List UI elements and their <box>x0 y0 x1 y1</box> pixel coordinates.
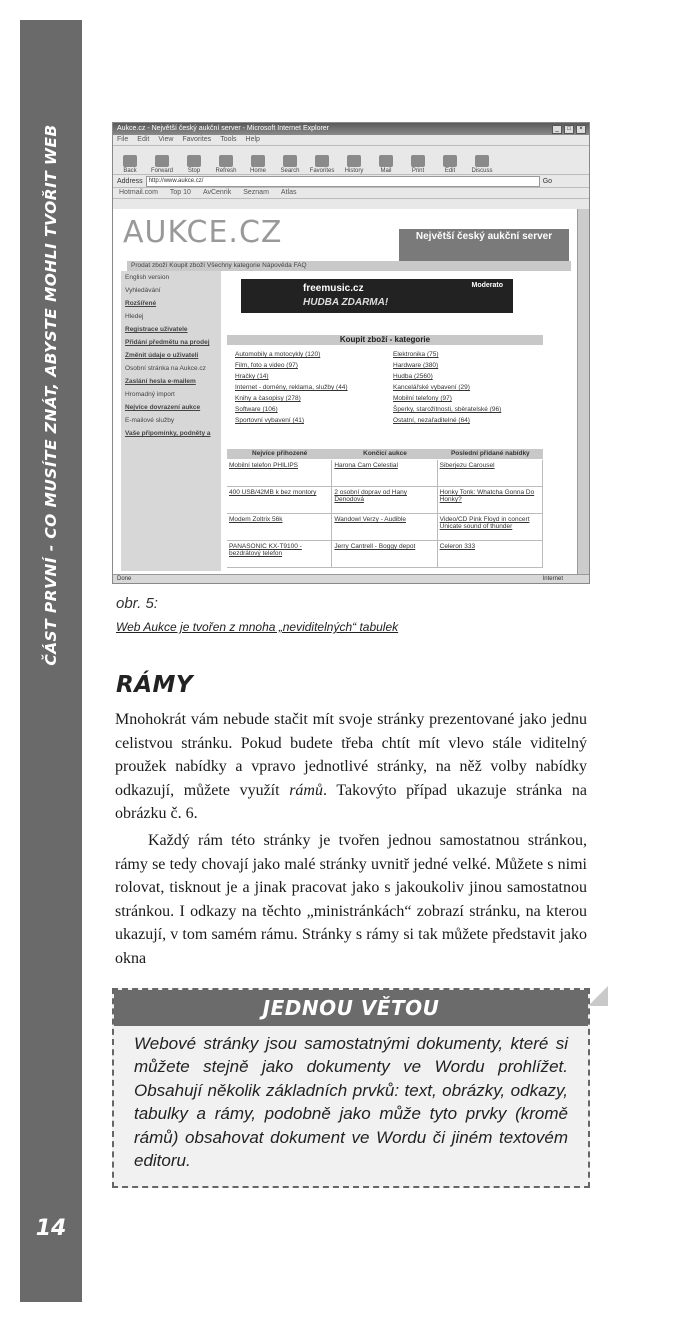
ad-name: freemusic.cz <box>303 283 364 294</box>
left-item: E-mailové služby <box>125 417 175 424</box>
paragraph-1-tail: . Takovýto případ ukazuje stránka na obrázku č. 6. <box>115 781 588 823</box>
refresh-icon <box>219 155 233 167</box>
category-link: Hardware (380) <box>393 362 439 369</box>
category-link: Ostatní, nezařaditelné (64) <box>393 417 470 424</box>
links-bar <box>113 188 589 199</box>
left-item: Hromadný import <box>125 391 175 398</box>
table-cell: PANASONIC KX-T9100 - bezdrátový telefon <box>227 541 332 567</box>
left-item: Registrace uživatele <box>125 326 188 333</box>
favorites-button: Favorites <box>309 155 335 174</box>
left-item: Přidání předmětu na prodej <box>125 339 210 346</box>
site-menu: Prodat zboží Koupit zboží Všechny kategorie Nápověda FAQ <box>127 261 571 271</box>
paragraph-1 <box>115 708 587 826</box>
link-atlas: Atlas <box>280 189 297 196</box>
category-link: Internet - domény, reklama, služby (44) <box>235 384 348 391</box>
home-icon <box>251 155 265 167</box>
window-titlebar <box>113 123 589 135</box>
summary-box-title: JEDNOU VĚTOU <box>114 990 588 1026</box>
left-item: Rozšířené <box>125 300 157 307</box>
table-cell: Honky Tonk: Whatcha Gonna Do Honky? <box>438 487 543 513</box>
page-number: 14 <box>35 1216 67 1241</box>
menu-file: File <box>117 136 129 143</box>
window-title: Aukce.cz - Největší český aukční server - Microsoft Internet Explorer <box>117 125 330 132</box>
table-row <box>227 514 543 541</box>
back-icon <box>123 155 137 167</box>
table-row <box>227 460 543 487</box>
running-title: ČÁST PRVNÍ - CO MUSÍTE ZNÁT, ABYSTE MOHLI TVOŘIT WEB <box>42 124 60 666</box>
left-item: Osobní stránka na Aukce.cz <box>125 365 206 372</box>
category-link: Sportovní vybavení (41) <box>235 417 305 424</box>
category-link: Šperky, starožitnosti, sběratelské (96) <box>393 406 502 413</box>
search-icon <box>283 155 297 167</box>
category-link: Kancelářské vybavení (29) <box>393 384 470 391</box>
minimize-icon: _ <box>552 125 562 134</box>
table-row <box>227 541 543 568</box>
status-right: Internet <box>542 576 563 582</box>
home-button: Home <box>245 155 271 174</box>
menu-tools: Tools <box>220 136 237 143</box>
categories-right <box>393 349 543 426</box>
menu-bar <box>113 135 589 146</box>
table-header: Poslední přidané nabídky <box>450 450 530 457</box>
figure-label: obr. 5: <box>116 595 158 612</box>
category-link: Hudba (2560) <box>393 373 433 380</box>
history-icon <box>347 155 361 167</box>
window-controls <box>552 125 586 134</box>
status-left: Done <box>117 576 132 582</box>
emphasis-ramu: rámů <box>289 781 323 799</box>
table-row <box>227 487 543 514</box>
print-icon <box>411 155 425 167</box>
paragraph-1-text: Mnohokrát vám nebude stačit mít svoje stránky prezentované jako jednu celistvou stránku. Pokud budete třeba chtít mít vlevo stále viditelný proužek nabídky a vpravo jednotlivé stránky, na něž volby nabídky odkazují, můžete využít <box>115 711 587 799</box>
left-item: Změnit údaje o uživateli <box>125 352 199 359</box>
paragraph-2: Každý rám této stránky je tvořen jednou samostatnou stránkou, rámy se tedy chovají jako malé stránky uvnitř jedné velké. Můžete s nimi rolovat, tisknout je a jinak pracovat jako s jakoukoliv jinou samostatnou stránkou. I odkazy na těchto „ministránkách“ zobrazí stránku, na kterou ukazují, v tom samém rámu. Stránky s rámy si tak můžete představit jako okna <box>115 832 587 967</box>
left-item: Nejvíce dovrazení aukce <box>125 404 201 411</box>
left-item: Vaše připomínky, podněty a <box>125 430 211 437</box>
ad-banner <box>241 279 513 313</box>
table-cell: Celeron 333 <box>438 541 543 567</box>
go-button: Go <box>542 177 553 185</box>
table-cell: 400 USB/42MB k bez montory <box>227 487 332 513</box>
figure-screenshot <box>112 122 590 584</box>
history-button: History <box>341 155 367 174</box>
refresh-button: Refresh <box>213 155 239 174</box>
table-header: Končící aukce <box>363 450 407 457</box>
categories-title: Koupit zboží - kategorie <box>227 335 543 345</box>
forward-icon <box>155 155 169 167</box>
link-hotmail: Hotmail.com <box>119 189 158 196</box>
table-cell: Jerry Cantrell - Boggy depot <box>332 541 437 567</box>
category-link: Knihy a časopisy (278) <box>235 395 301 402</box>
discuss-button: Discuss <box>469 155 495 174</box>
favorites-icon <box>315 155 329 167</box>
address-field: http://www.aukce.cz/ <box>146 176 540 187</box>
figure-caption: Web Aukce je tvořen z mnoha „neviditelných“ tabulek <box>116 620 399 634</box>
stop-button: Stop <box>181 155 207 174</box>
link-seznam: Seznam <box>243 189 269 196</box>
table-cell: Harona Cam Celestial <box>332 460 437 486</box>
ad-slogan: HUDBA ZDARMA! <box>303 297 389 308</box>
left-item: English version <box>125 274 170 281</box>
left-item: Hledej <box>125 313 144 320</box>
table-cell: 2 osobní doprav od Hany Denodová <box>332 487 437 513</box>
table-cell: Siberjezu Carousel <box>438 460 543 486</box>
mail-button: Mail <box>373 155 399 174</box>
category-link: Elektronika (75) <box>393 351 439 358</box>
summary-box-text: Webové stránky jsou samostatnými dokumenty, které si můžete stejně jako dokumenty ve Wordu prohlížet. Obsahují několik základních prvků: text, obrázky, odkazy, tabulky a rámy, podobně jako může tyto prvky (kromě rámů) obsahovat dokument ve Wordu či jiném textovém editoru. <box>134 1034 568 1171</box>
print-button: Print <box>405 155 431 174</box>
close-icon: × <box>576 125 586 134</box>
category-link: Film, foto a video (97) <box>235 362 298 369</box>
menu-help: Help <box>245 136 260 143</box>
table-cell: Modem Zoltrix 56k <box>227 514 332 540</box>
category-link: Hračky (14) <box>235 373 269 380</box>
address-label: Address <box>117 177 143 185</box>
category-link: Mobilní telefony (97) <box>393 395 452 402</box>
forward-button: Forward <box>149 155 175 174</box>
menu-favorites: Favorites <box>182 136 212 143</box>
edit-icon <box>443 155 457 167</box>
maximize-icon: □ <box>564 125 574 134</box>
auction-table <box>227 460 543 568</box>
address-bar <box>113 175 589 188</box>
categories-left <box>235 349 385 426</box>
stop-icon <box>187 155 201 167</box>
left-item: Zaslání hesla e-mailem <box>125 378 196 385</box>
site-banner: Největší český aukční server <box>399 229 569 265</box>
browser-toolbar <box>113 146 589 175</box>
left-item: Vyhledávání <box>125 287 161 294</box>
menu-view: View <box>158 136 174 143</box>
box-shadow <box>588 986 608 1006</box>
site-left-column <box>121 271 221 571</box>
category-link: Automobily a motocykly (120) <box>235 351 321 358</box>
section-heading: RÁMY <box>116 672 194 698</box>
table-cell: Video/CD Pink Floyd in concert Unicate sound of thunder <box>438 514 543 540</box>
scrollbar <box>577 209 589 575</box>
edit-button: Edit <box>437 155 463 174</box>
category-link: Software (106) <box>235 406 278 413</box>
search-button: Search <box>277 155 303 174</box>
discuss-icon <box>475 155 489 167</box>
ad-extra: Moderato <box>471 282 503 289</box>
table-cell: Mobilní telefon PHILIPS <box>227 460 332 486</box>
menu-edit: Edit <box>137 136 150 143</box>
back-button: Back <box>117 155 143 174</box>
link-top10: Top 10 <box>169 189 191 196</box>
web-page-content <box>113 209 577 575</box>
table-header: Nejvíce přihozené <box>252 450 308 457</box>
table-cell: Wandowl Verzy - Audible <box>332 514 437 540</box>
status-bar <box>113 574 590 583</box>
mail-icon <box>379 155 393 167</box>
summary-box <box>112 988 590 1188</box>
auction-table-header <box>227 449 543 459</box>
site-logo: AUKCE.CZ <box>123 215 283 250</box>
link-avcenrik: AvCenrik <box>202 189 232 196</box>
